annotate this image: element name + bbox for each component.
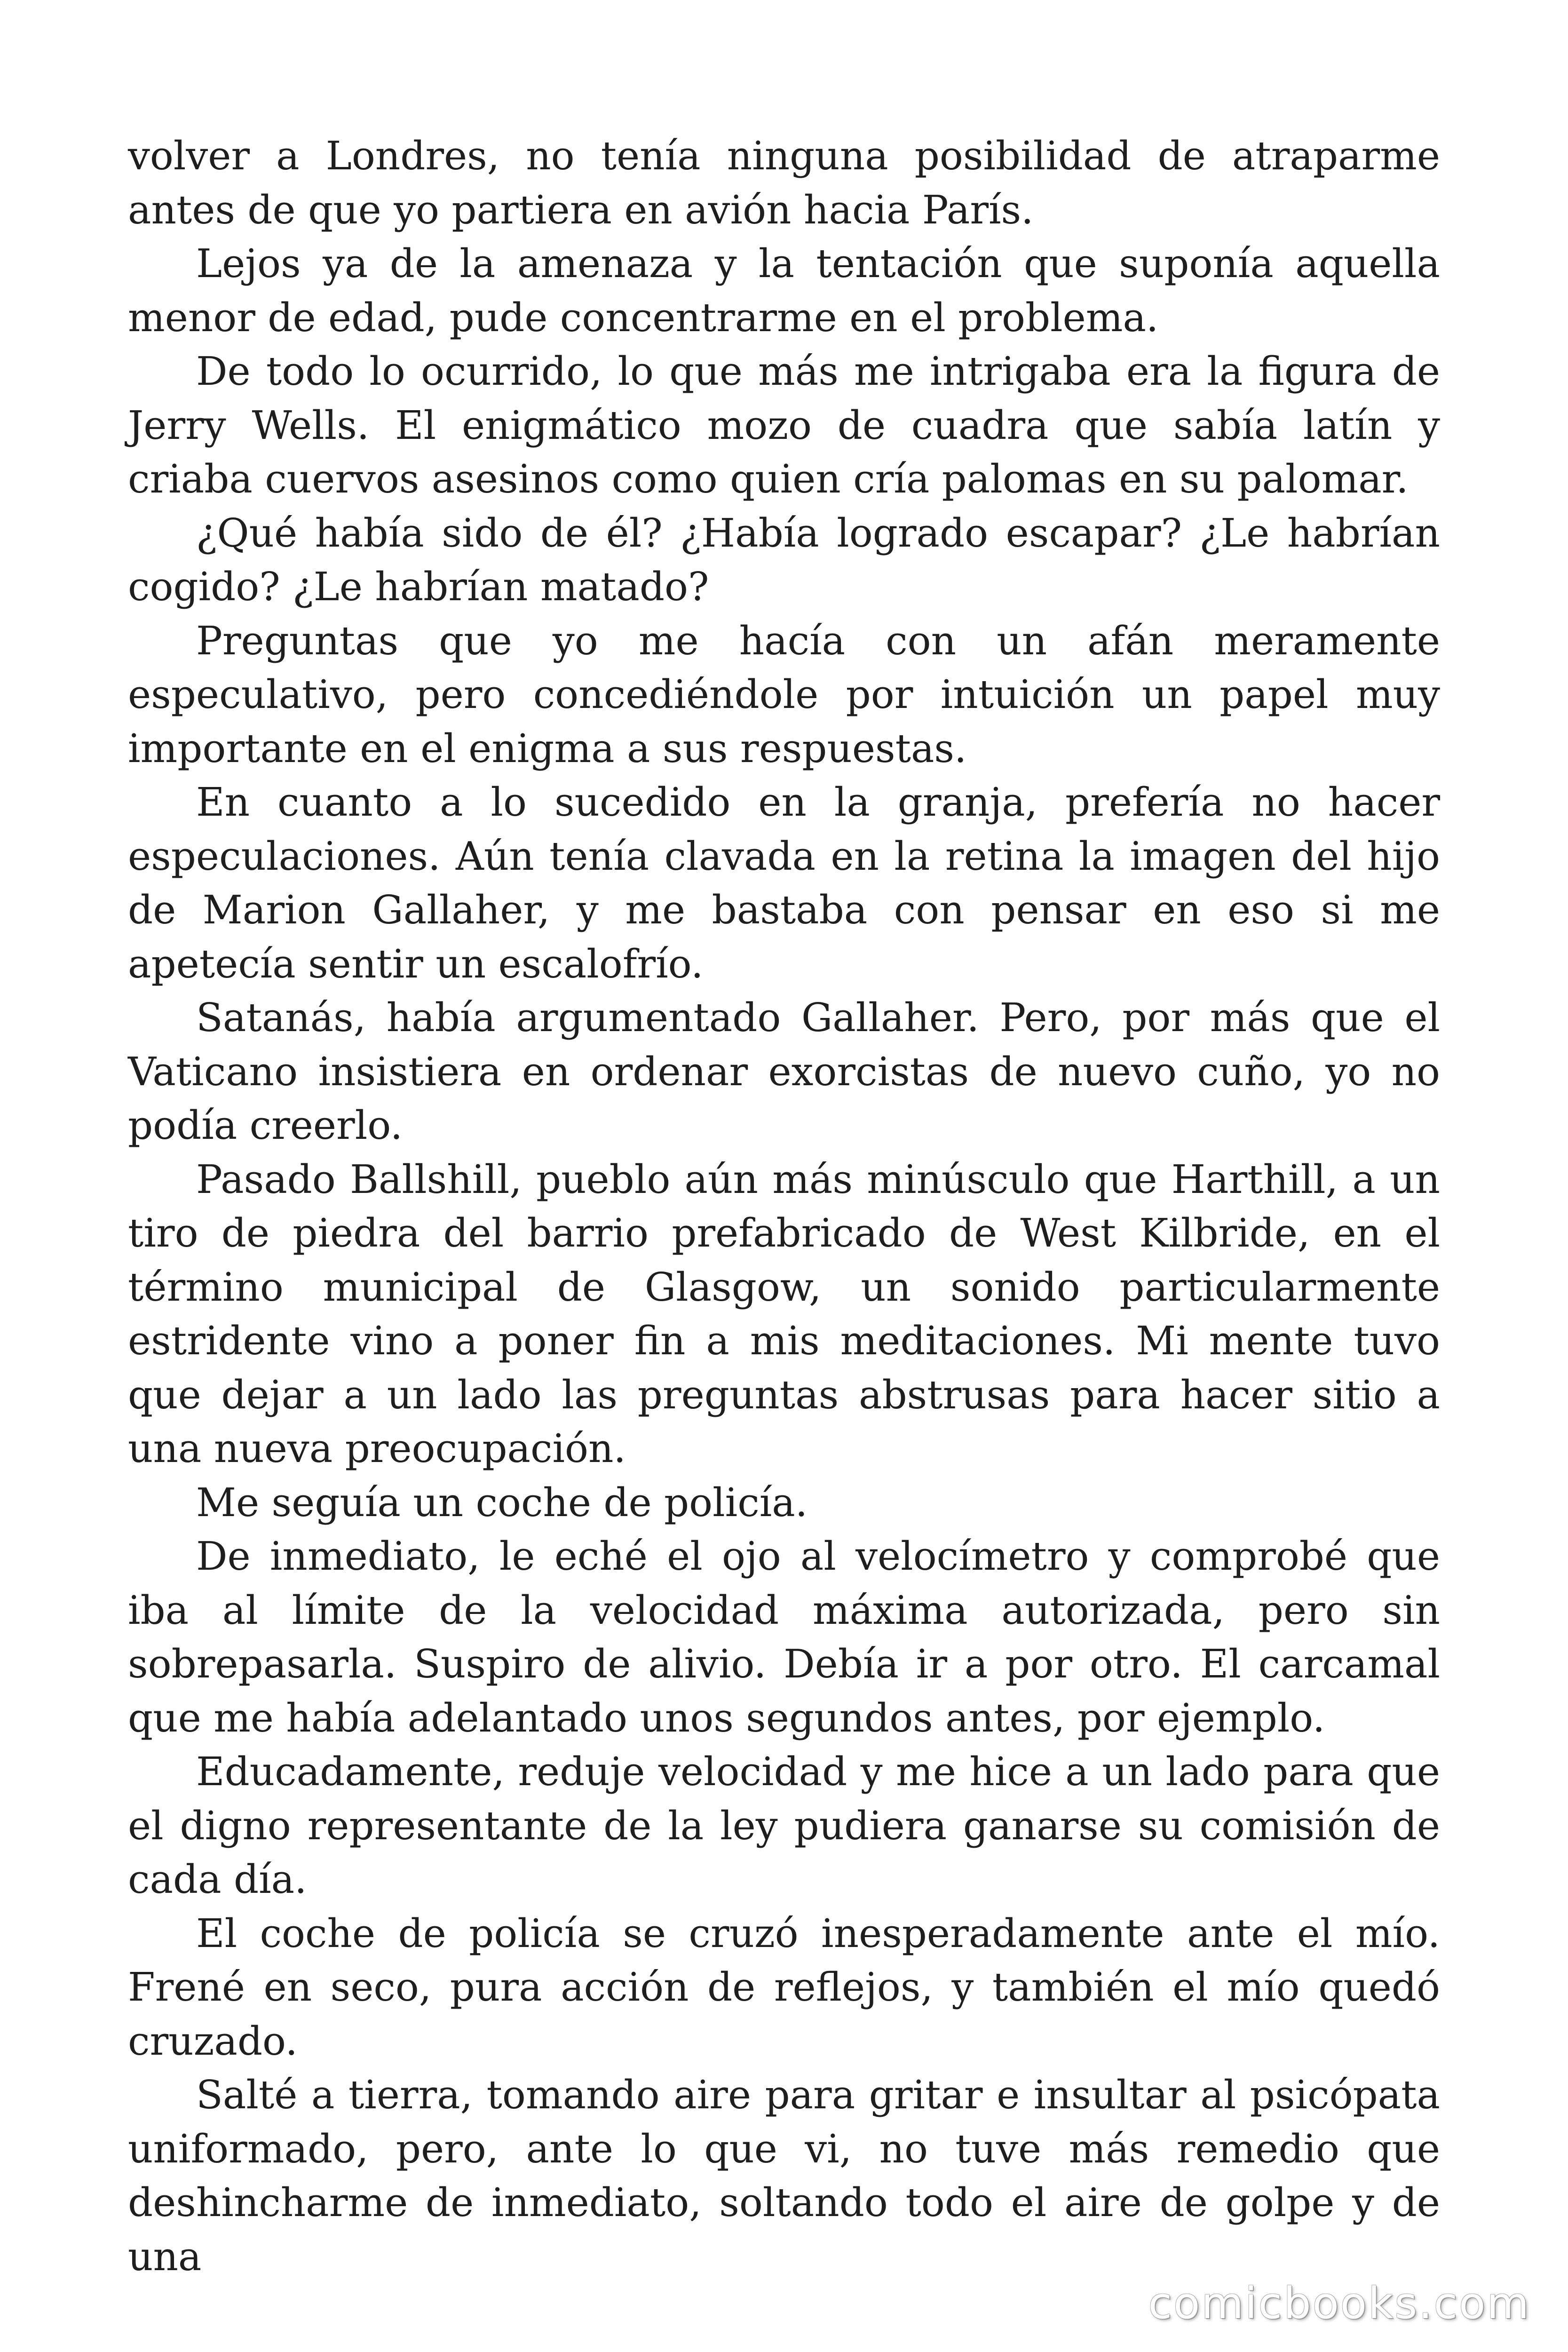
paragraph-7: Satanás, había argumentado Gallaher. Pero, por más que el Vaticano insistiera en ordenar exorcistas de nuevo cuño, yo no podía creerlo. bbox=[128, 995, 1440, 1148]
paragraph-6: En cuanto a lo sucedido en la granja, prefería no hacer especulaciones. Aún tenía clavada en la retina la imagen del hijo de Marion Gallaher, y me bastaba con pensar en eso si me apetecía sentir un escalofrío. bbox=[128, 779, 1440, 987]
paragraph-13: Salté a tierra, tomando aire para gritar e insultar al psicópata uniformado, pero, ante lo que vi, no tuve más remedio que deshincharme de inmediato, soltando todo el aire de golpe y de una bbox=[128, 2072, 1440, 2280]
paragraph-9: Me seguía un coche de policía. bbox=[196, 1479, 808, 1526]
paragraph-2: Lejos ya de la amenaza y la tentación que suponía aquella menor de edad, pude concentrarme en el problema. bbox=[128, 241, 1440, 341]
paragraph-11: Educadamente, reduje velocidad y me hice a un lado para que el digno representante de la ley pudiera ganarse su comisión de cada día. bbox=[128, 1749, 1440, 1902]
paragraph-5: Preguntas que yo me hacía con un afán meramente especulativo, pero concediéndole por intuición un papel muy importante en el enigma a sus respuestas. bbox=[128, 618, 1440, 771]
paragraph-4: ¿Qué había sido de él? ¿Había logrado escapar? ¿Le habrían cogido? ¿Le habrían matado? bbox=[128, 510, 1440, 610]
paragraph-1: volver a Londres, no tenía ninguna posibilidad de atraparme antes de que yo partiera en avión hacia París. bbox=[128, 133, 1440, 233]
paragraph-8: Pasado Ballshill, pueblo aún más minúsculo que Harthill, a un tiro de piedra del barrio prefabricado de West Kilbride, en el término municipal de Glasgow, un sonido particularmente estridente vino a poner fin a mis meditaciones. Mi mente tuvo que dejar a un lado las preguntas abstrusas para hacer sitio a una nueva preocupación. bbox=[128, 1156, 1440, 1471]
paragraph-12: El coche de policía se cruzó inesperadamente ante el mío. Frené en seco, pura acción de reflejos, y también el mío quedó cruzado. bbox=[128, 1910, 1440, 2064]
paragraph-3: De todo lo ocurrido, lo que más me intrigaba era la figura de Jerry Wells. El enigmático mozo de cuadra que sabía latín y criaba cuervos asesinos como quien cría palomas en su palomar. bbox=[128, 349, 1440, 502]
watermark: comicbooks.com bbox=[1148, 2278, 1530, 2328]
page-body bbox=[128, 129, 1440, 2284]
paragraph-10: De inmediato, le eché el ojo al velocímetro y comprobé que iba al límite de la velocidad máxima autorizada, pero sin sobrepasarla. Suspiro de alivio. Debía ir a por otro. El carcamal que me había adelantado unos segundos antes, por ejemplo. bbox=[128, 1534, 1440, 1741]
